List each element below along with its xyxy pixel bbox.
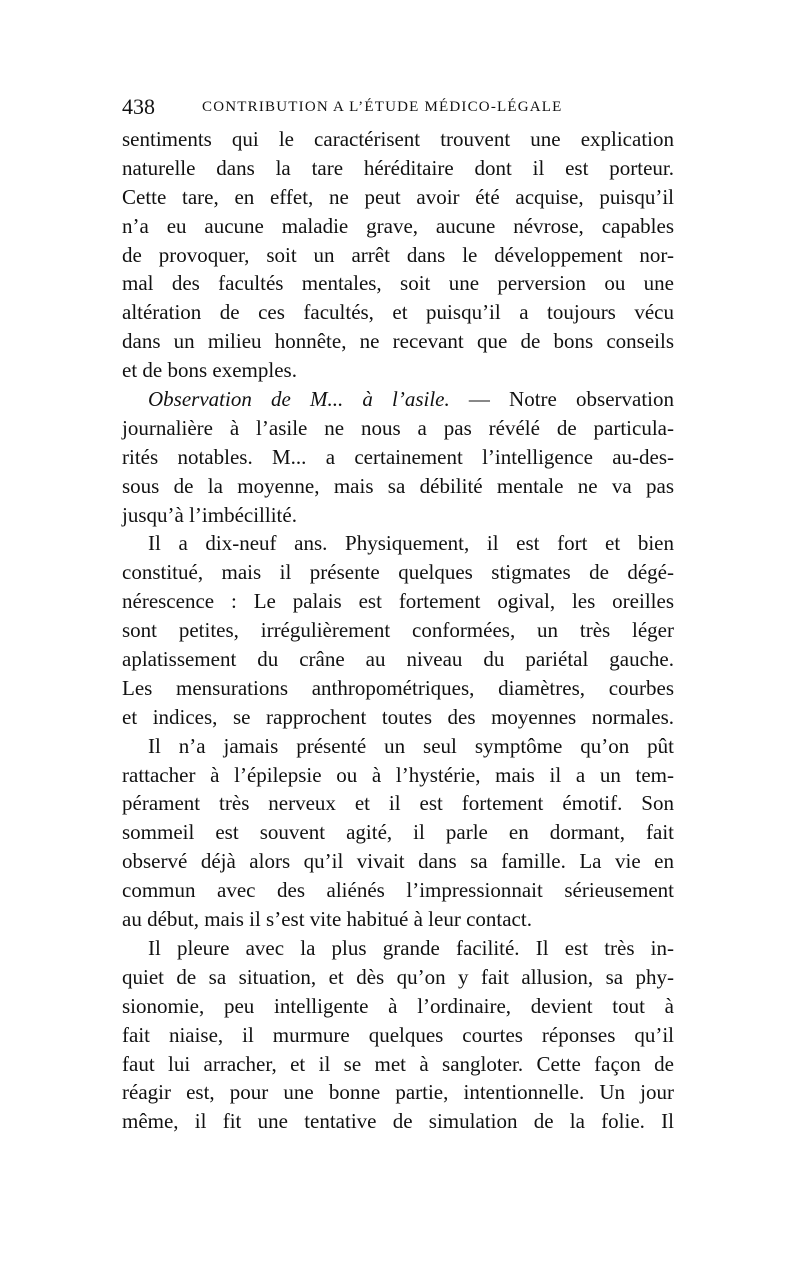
text-line: altération de ces facultés, et puisqu’il a toujours vécu — [122, 300, 674, 325]
running-head — [122, 92, 670, 122]
heading-continuation: — Notre observation — [468, 387, 675, 412]
text-line: sont petites, irrégulièrement conformées, un très léger — [122, 618, 674, 643]
text-line: observé déjà alors qu’il vivait dans sa famille. La vie en — [122, 849, 674, 874]
text-line: même, il fit une tentative de simulation de la folie. Il — [122, 1109, 674, 1134]
text-line: journalière à l’asile ne nous a pas révélé de particula- — [122, 415, 674, 440]
text-line: dans un milieu honnête, ne recevant que de bons conseils — [122, 329, 674, 354]
text-line: réagir est, pour une bonne partie, intentionnelle. Un jour — [122, 1080, 674, 1105]
text-line: fait niaise, il murmure quelques courtes réponses qu’il — [122, 1022, 674, 1047]
text-line: rités notables. M... a certainement l’intelligence au-des- — [122, 444, 674, 469]
text-line: sommeil est souvent agité, il parle en dormant, fait — [122, 820, 674, 845]
text-line: constitué, mais il présente quelques stigmates de dégé- — [122, 560, 674, 585]
text-line: et indices, se rapprochent toutes des moyennes normales. — [122, 704, 674, 729]
text-line: sous de la moyenne, mais sa débilité mentale ne va pas — [122, 473, 674, 498]
text-line: rattacher à l’épilepsie ou à l’hystérie, mais il a un tem- — [122, 762, 674, 787]
text-line: Il n’a jamais présenté un seul symptôme qu’on pût — [148, 733, 674, 758]
text-line: Cette tare, en effet, ne peut avoir été acquise, puisqu’il — [122, 184, 674, 209]
text-line: n’a eu aucune maladie grave, aucune névrose, capables — [122, 213, 674, 238]
text-line: et de bons exemples. — [122, 358, 297, 383]
section-heading: Observation de M... à l’asile. — [148, 387, 450, 412]
text-line: de provoquer, soit un arrêt dans le développement nor- — [122, 242, 674, 267]
running-title: CONTRIBUTION A L’ÉTUDE MÉDICO-LÉGALE — [202, 99, 563, 115]
text-line: Il pleure avec la plus grande facilité. Il est très in- — [148, 935, 674, 960]
text-line: aplatissement du crâne au niveau du pariétal gauche. — [122, 647, 674, 672]
text-line: commun avec des aliénés l’impressionnait sérieusement — [122, 878, 674, 903]
section-heading-line — [122, 385, 674, 414]
text-line: quiet de sa situation, et dès qu’on y fait allusion, sa phy- — [122, 964, 674, 989]
text-line: Il a dix-neuf ans. Physiquement, il est fort et bien — [148, 531, 674, 556]
text-line: sionomie, peu intelligente à l’ordinaire, devient tout à — [122, 993, 674, 1018]
text-line: au début, mais il s’est vite habitué à leur contact. — [122, 907, 532, 932]
text-line: pérament très nerveux et il est fortement émotif. Son — [122, 791, 674, 816]
text-line: naturelle dans la tare héréditaire dont il est porteur. — [122, 155, 674, 180]
page-number: 438 — [122, 94, 155, 119]
text-line: mal des facultés mentales, soit une perversion ou une — [122, 271, 674, 296]
text-line: sentiments qui le caractérisent trouvent une explication — [122, 127, 674, 151]
text-line: Les mensurations anthropométriques, diamètres, courbes — [122, 675, 674, 700]
body-text — [122, 125, 674, 1136]
text-line: faut lui arracher, et il se met à sangloter. Cette façon de — [122, 1051, 674, 1076]
text-line: jusqu’à l’imbécillité. — [122, 502, 297, 527]
text-line: nérescence : Le palais est fortement ogival, les oreilles — [122, 589, 674, 614]
